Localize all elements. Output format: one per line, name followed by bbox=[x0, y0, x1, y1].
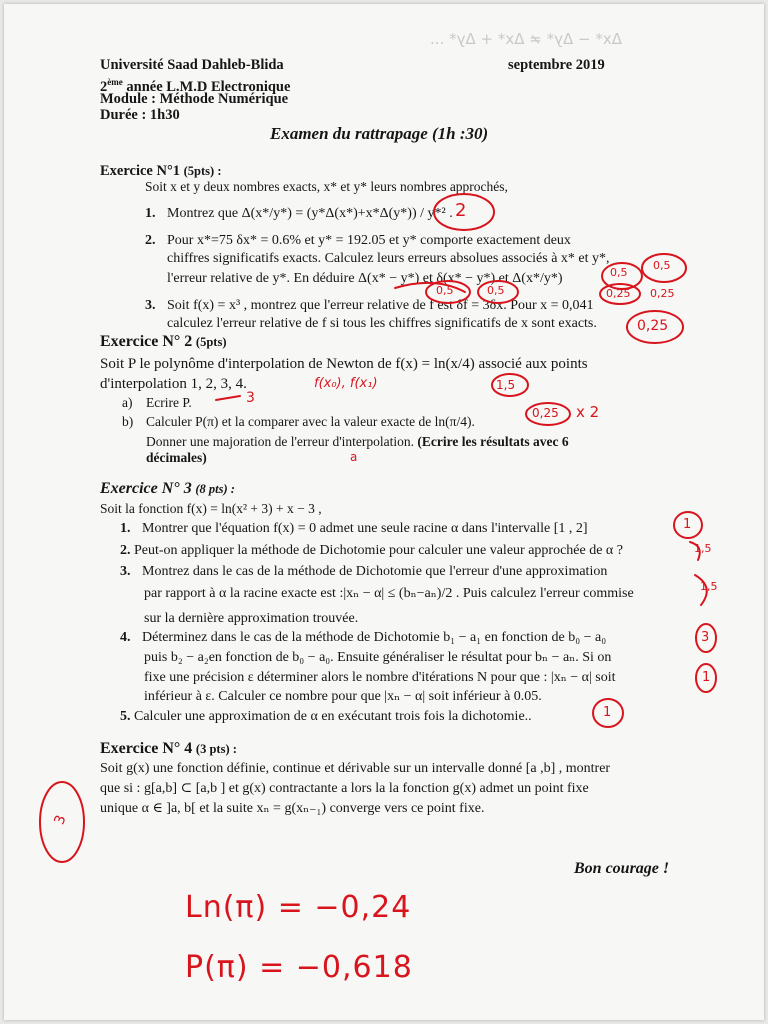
mark-ex2-majoration: a bbox=[350, 450, 358, 464]
university-name: Université Saad Dahleb-Blida bbox=[100, 57, 284, 73]
handwritten-p-pi: P(π) = −0,618 bbox=[185, 950, 413, 985]
mark-ex2-paren: 1,5 bbox=[496, 378, 516, 392]
exercise-3-question-4-line-3: fixe une précision ε déterminer alors le nombre d'itérations N pour que : |xₙ − α| soit bbox=[144, 670, 616, 685]
exam-duration: Durée : 1h30 bbox=[100, 107, 180, 123]
mark-ex2-b-multiplier: x 2 bbox=[576, 403, 600, 421]
exercise-3-question-1: 1. Montrer que l'équation f(x) = 0 admet une seule racine α dans l'intervalle [1 , 2] bbox=[120, 521, 588, 536]
mark-ex1-q1: 2 bbox=[455, 200, 467, 221]
mark-ex1-q2-f: 0,25 bbox=[650, 287, 675, 300]
program-year: 2ème année L.M.D Electronique bbox=[100, 77, 291, 95]
exercise-3-question-2: 2. Peut-on appliquer la méthode de Dichotomie pour calculer une valeur approchée de α ? bbox=[120, 543, 623, 558]
mark-ex4: 3 bbox=[51, 813, 70, 827]
note-ex2-newton: f(x₀), f(x₁) bbox=[314, 376, 378, 391]
mark-ex1-q2-d: 0,5 bbox=[653, 259, 671, 272]
exercise-3-heading: Exercice N° 3 (8 pts) : bbox=[100, 480, 235, 497]
mark-ex3-q2: 1,5 bbox=[694, 542, 712, 555]
exercise-3-intro: Soit la fonction f(x) = ln(x² + 3) + x − 3 , bbox=[100, 501, 322, 516]
exercise-3-question-4-line-4: inférieur à ε. Calculer ce nombre pour que |xₙ − α| soit inférieur à 0.05. bbox=[144, 689, 542, 704]
exercise-1-question-2-line-2: chiffres significatifs exacts. Calculez leurs erreurs absolues associés à x* et y*, bbox=[167, 251, 610, 266]
exercise-3-question-3: 3. Montrez dans le cas de la méthode de Dichotomie que l'erreur d'une approximation bbox=[120, 564, 608, 579]
mark-ex3-q4: 3 bbox=[701, 630, 710, 645]
exercise-4-line-2: que si : g[a,b] ⊂ [a,b ] et g(x) contractante a lors la la fonction g(x) admet un point fixe bbox=[100, 781, 589, 796]
exercise-1-question-3-line-2: calculez l'erreur relative de f si tous les chiffres significatifs de x sont exacts. bbox=[167, 316, 597, 331]
mark-ex1-q2-e: 0,25 bbox=[606, 287, 631, 300]
exercise-2-part-b: b) Calculer P(π) et la comparer avec la valeur exacte de ln(π/4). bbox=[122, 414, 475, 429]
exercise-3-question-5: 5. Calculer une approximation de α en exécutant trois fois la dichotomie.. bbox=[120, 709, 532, 724]
mark-ex3-q3: 1,5 bbox=[700, 580, 718, 593]
mark-ex2-b: 0,25 bbox=[532, 406, 559, 420]
exercise-2-part-b-line-3: décimales) bbox=[146, 450, 207, 465]
mark-ex2-a: 3 bbox=[246, 390, 255, 406]
exam-title: Examen du rattrapage (1h :30) bbox=[270, 124, 489, 143]
exercise-1-intro: Soit x et y deux nombres exacts, x* et y* leurs nombres approchés, bbox=[145, 179, 508, 194]
module-name: Module : Méthode Numérique bbox=[100, 91, 289, 107]
closing-message: Bon courage ! bbox=[574, 860, 670, 877]
handwritten-ln-pi: Ln(π) = −0,24 bbox=[185, 890, 412, 925]
exercise-3-question-4-line-2: puis b₂ − a₂en fonction de b₀ − a₀. Ensuite généraliser le résultat pour bₙ − aₙ. Si on bbox=[144, 650, 612, 665]
exercise-2-intro-line-2: d'interpolation 1, 2, 3, 4. bbox=[100, 376, 247, 392]
exercise-3-question-3-line-2: par rapport à α la racine exacte est :|xₙ − α| ≤ (bₙ−aₙ)/2 . Puis calculez l'erreur commise bbox=[144, 586, 634, 601]
bleed-through-text: Δx* − Δy* ≠ Δx* + Δy* ... bbox=[430, 30, 622, 48]
exercise-1-question-1: 1. Montrez que Δ(x*/y*) = (y*Δ(x*)+x*Δ(y*)) / y*² . bbox=[145, 206, 453, 221]
mark-ex3-q5: 1 bbox=[603, 705, 612, 720]
exercise-4-line-3: unique α ∈ ]a, b[ et la suite xₙ = g(xₙ₋₁) converge vers ce point fixe. bbox=[100, 801, 485, 816]
exercise-1-question-2-line-3: l'erreur relative de y*. En déduire Δ(x* − y*) et δ(x* − y*) et Δ(x*/y*) bbox=[167, 271, 563, 286]
exercise-1-heading: Exercice N°1 (5pts) : bbox=[100, 163, 222, 179]
exercise-1-question-2: 2. Pour x*=75 δx* = 0.6% et y* = 192.05 et y* comporte exactement deux bbox=[145, 233, 571, 248]
mark-ex1-q2-c: 0,5 bbox=[610, 266, 628, 279]
mark-ex1-q2-a: 0,5 bbox=[436, 284, 454, 297]
exam-date: septembre 2019 bbox=[508, 57, 605, 73]
mark-ex3-q1: 1 bbox=[683, 517, 692, 532]
exercise-4-heading: Exercice N° 4 (3 pts) : bbox=[100, 740, 237, 757]
mark-ex1-q2-b: 0,5 bbox=[487, 284, 505, 297]
exercise-2-heading: Exercice N° 2 (5pts) bbox=[100, 333, 227, 350]
exercise-3-question-4: 4. Déterminez dans le cas de la méthode de Dichotomie b₁ − a₁ en fonction de b₀ − a₀ bbox=[120, 630, 607, 645]
exercise-2-part-b-line-2: Donner une majoration de l'erreur d'interpolation. (Ecrire les résultats avec 6 bbox=[146, 434, 569, 449]
exercise-4-line-1: Soit g(x) une fonction définie, continue et dérivable sur un intervalle donné [a ,b] , montrer bbox=[100, 761, 611, 776]
exercise-3-question-3-line-3: sur la dernière approximation trouvée. bbox=[144, 611, 359, 626]
exercise-1-question-3: 3. Soit f(x) = x³ , montrez que l'erreur relative de f est δf = 3δx. Pour x = 0,041 bbox=[145, 298, 594, 313]
exercise-2-part-a: a) Ecrire P. bbox=[122, 395, 192, 410]
mark-ex1-q3: 0,25 bbox=[637, 318, 669, 334]
exercise-2-intro: Soit P le polynôme d'interpolation de Newton de f(x) = ln(x/4) associé aux points bbox=[100, 356, 588, 372]
mark-ex3-q4-b: 1 bbox=[702, 670, 711, 685]
